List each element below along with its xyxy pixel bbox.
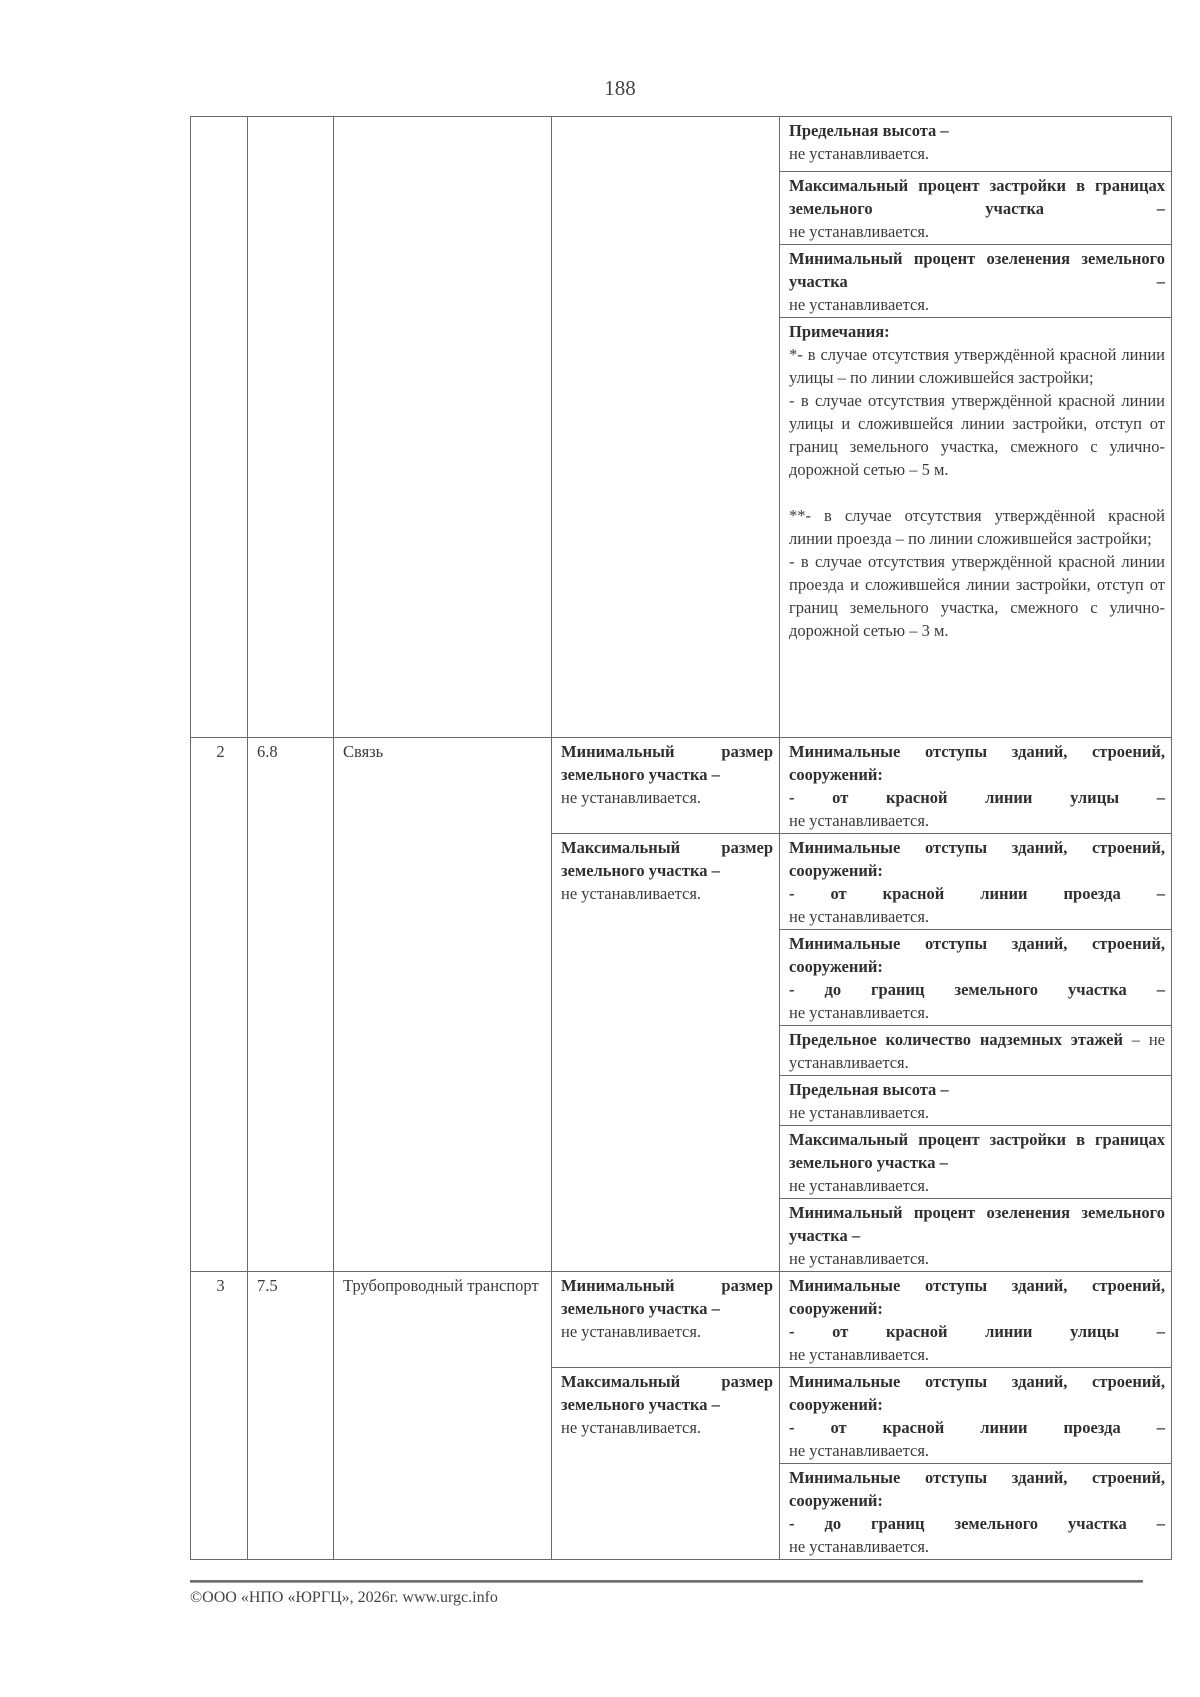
param-title: Минимальные отступы зданий, строений, сооружений:	[789, 1276, 1165, 1318]
param-cell	[780, 930, 1172, 1026]
footer-divider	[190, 1580, 1143, 1583]
param-title: Максимальный процент застройки в границах земельного участка –	[789, 1130, 1165, 1172]
param-value: не устанавливается.	[561, 1322, 702, 1341]
param-value: не устанавливается.	[789, 1345, 930, 1364]
param-title: Предельная высота –	[789, 1080, 949, 1099]
row-number-cell: 2	[191, 738, 248, 1272]
notes-cell	[780, 318, 1172, 738]
param-value: не устанавливается.	[789, 295, 930, 314]
row-code-cell: 6.8	[248, 738, 334, 1272]
note-text: **- в случае отсутствия утверждённой красной линии проезда – по линии сложившейся застройки;	[789, 506, 1165, 548]
param-title: Предельная высота –	[789, 121, 949, 140]
param-cell	[780, 1464, 1172, 1560]
param-item: - от красной линии улицы –	[789, 788, 1165, 807]
param-value: не устанавливается.	[789, 1176, 930, 1195]
param-value: не устанавливается.	[561, 1418, 702, 1437]
param-value: не устанавливается.	[561, 884, 702, 903]
param-value: не устанавливается.	[789, 1441, 930, 1460]
row-code-cell	[248, 117, 334, 738]
note-text: *- в случае отсутствия утверждённой красной линии улицы – по линии сложившейся застройки;	[789, 345, 1165, 387]
param-cell	[780, 172, 1172, 245]
row-name-cell	[334, 117, 552, 738]
param-value: не устанавливается.	[789, 1249, 930, 1268]
param-item: - от красной линии проезда –	[789, 884, 1165, 903]
param-cell	[780, 1076, 1172, 1126]
param-value: не устанавливается.	[789, 907, 930, 926]
param-value: не устанавливается.	[789, 222, 930, 241]
param-title: Минимальные отступы зданий, строений, сооружений:	[789, 934, 1165, 976]
param-cell	[780, 1026, 1172, 1076]
param-cell	[780, 1199, 1172, 1272]
table-row	[191, 117, 1172, 172]
row-number-cell: 3	[191, 1272, 248, 1560]
param-value: не устанавливается.	[789, 1103, 930, 1122]
param-cell	[552, 738, 780, 834]
param-cell	[780, 117, 1172, 172]
param-cell	[552, 834, 780, 1272]
note-text: - в случае отсутствия утверждённой красной линии проезда и сложившейся линии застройки, отступ от границ земельного участка, смежного с улично-дорожной сетью – 3 м.	[789, 552, 1165, 640]
param-item: - до границ земельного участка –	[789, 980, 1165, 999]
param-value: не устанавливается.	[789, 1537, 930, 1556]
param-cell	[552, 1368, 780, 1560]
row-name-cell: Связь	[334, 738, 552, 1272]
param-cell	[780, 738, 1172, 834]
param-value: не устанавливается.	[789, 811, 930, 830]
note-text: - в случае отсутствия утверждённой красной линии улицы и сложившейся линии застройки, отступ от границ земельного участка, смежного с улично-дорожной сетью – 5 м.	[789, 391, 1165, 479]
param-cell	[780, 834, 1172, 930]
param-title: Максимальный процент застройки в границах земельного участка –	[789, 176, 1165, 218]
param-value: не устанавливается.	[561, 788, 702, 807]
row-code-cell: 7.5	[248, 1272, 334, 1560]
regulations-table	[190, 116, 1172, 1560]
param-title: Предельное количество надземных этажей	[789, 1030, 1124, 1049]
table-row	[191, 738, 1172, 834]
param-item: - от красной линии проезда –	[789, 1418, 1165, 1437]
footer-copyright: ©ООО «НПО «ЮРГЦ», 2026г. www.urgc.info	[190, 1589, 498, 1606]
param-title: Минимальные отступы зданий, строений, сооружений:	[789, 1372, 1165, 1414]
param-cell	[780, 1272, 1172, 1368]
param-item: - до границ земельного участка –	[789, 1514, 1165, 1533]
row-number-cell	[191, 117, 248, 738]
table-row	[191, 1272, 1172, 1368]
row-left-params-cell	[552, 117, 780, 738]
param-value: не устанавливается.	[789, 144, 930, 163]
param-item: - от красной линии улицы –	[789, 1322, 1165, 1341]
param-title: Минимальный процент озеленения земельного участка –	[789, 249, 1165, 291]
notes-title: Примечания:	[789, 322, 890, 341]
param-title: Минимальный процент озеленения земельного участка –	[789, 1203, 1165, 1245]
param-cell	[552, 1272, 780, 1368]
param-cell	[780, 1126, 1172, 1199]
param-title: Минимальные отступы зданий, строений, сооружений:	[789, 742, 1165, 784]
param-title: Минимальный размер земельного участка –	[561, 742, 773, 784]
page-number: 188	[604, 76, 636, 100]
param-title: Минимальный размер земельного участка –	[561, 1276, 773, 1318]
param-cell	[780, 245, 1172, 318]
param-title: Максимальный размер земельного участка –	[561, 838, 773, 880]
param-value: не устанавливается.	[789, 1003, 930, 1022]
param-title: Максимальный размер земельного участка –	[561, 1372, 773, 1414]
param-title: Минимальные отступы зданий, строений, сооружений:	[789, 1468, 1165, 1510]
row-name-cell: Трубопроводный транспорт	[334, 1272, 552, 1560]
param-value: – не устанавливается.	[789, 1030, 1165, 1072]
param-title: Минимальные отступы зданий, строений, сооружений:	[789, 838, 1165, 880]
param-cell	[780, 1368, 1172, 1464]
